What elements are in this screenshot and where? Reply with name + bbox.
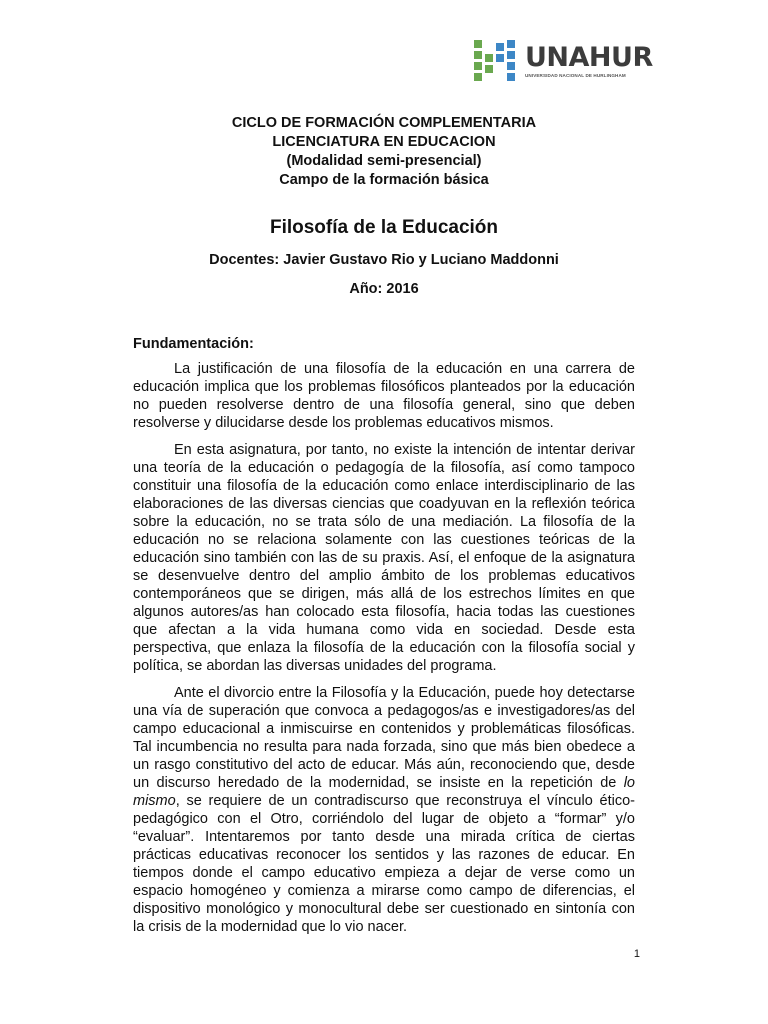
logo-text <box>525 44 653 78</box>
document-title: Filosofía de la Educación <box>269 217 499 238</box>
section-heading: Fundamentación: <box>133 336 254 352</box>
university-logo <box>474 40 653 82</box>
logo-name: UNAHUR <box>525 42 653 73</box>
docentes-line: Docentes: Javier Gustavo Rio y Luciano Maddonni <box>209 252 559 268</box>
logo-subtitle: UNIVERSIDAD NACIONAL DE HURLINGHAM <box>525 73 626 78</box>
paragraph-3-part-2: , se requiere de un contradiscurso que reconstruya el vínculo ético-pedagógico con el Otro, corriéndolo del lugar de objeto a “formar” y/o “evaluar”. Intentaremos por tanto desde una mirada crítica de ciertas prácticas educativas reconocer los sentidos y las razones de educar. En tiempos donde el campo educativo empieza a dejar de verse como un espacio homogéneo y comienza a mirarse como campo de diferencias, el dispositivo monológico y monocultural debe ser cuestionado en sintonía con la crisis de la modernidad que lo vio nacer. <box>133 793 635 935</box>
unahur-logo-icon <box>474 40 516 82</box>
paragraph-2: En esta asignatura, por tanto, no existe la intención de intentar derivar una teoría de la educación o pedagogía de la filosofía, así como tampoco constituir una filosofía de la educación como enlace interdisciplinario de las elaboraciones de las diversas ciencias que coadyuvan en la reflexión teórica sobre la educación, no se trata sólo de una mediación. La filosofía de la educación no se relaciona solamente con las cuestiones teóricas de la educación sino también con las de su praxis. Así, el enfoque de la asignatura se desenvuelve dentro del amplio ámbito de los problemas educativos contemporáneos que se dirigen, más allá de los estrechos límites en que algunos autores/as han colocado esta filosofía, hacia todas las cuestiones que afectan a la vida humana como vida en sociedad. Desde esta perspectiva, que enlaza la filosofía de la educación con la filosofía social y política, se abordan las diversas unidades del programa. <box>133 442 635 674</box>
program-header <box>0 114 768 190</box>
paragraph-3-part-1: Ante el divorcio entre la Filosofía y la Educación, puede hoy detectarse una vía de superación que convoca a pedagogos/as e investigadores/as del campo educacional a inmiscuirse en contenidos y problemáticas filosóficas. Tal incumbencia no resulta para nada forzada, sino que más bien obedece a un rasgo constitutivo del acto de educar. Más aún, reconociendo que, desde un discurso heredado de la modernidad, se insiste en la repetición de <box>133 685 635 791</box>
year-line: Año: 2016 <box>349 281 419 297</box>
paragraph-3-emphasis: lo mismo <box>133 775 635 809</box>
page-number: 1 <box>633 948 640 960</box>
paragraph-1: La justificación de una filosofía de la educación en una carrera de educación implica que los problemas filosóficos planteados por la educación no pueden resolverse dentro de una filosofía general, sino que deben resolverse y dilucidarse desde los problemas educativos mismos. <box>133 361 635 431</box>
body-text <box>133 360 635 945</box>
header-line-3: (Modalidad semi-presencial) <box>286 153 482 169</box>
header-line-1: CICLO DE FORMACIÓN COMPLEMENTARIA <box>231 115 537 131</box>
header-line-4: Campo de la formación básica <box>279 172 489 188</box>
paragraph-3 <box>133 684 635 936</box>
header-line-2: LICENCIATURA EN EDUCACION <box>272 134 496 150</box>
